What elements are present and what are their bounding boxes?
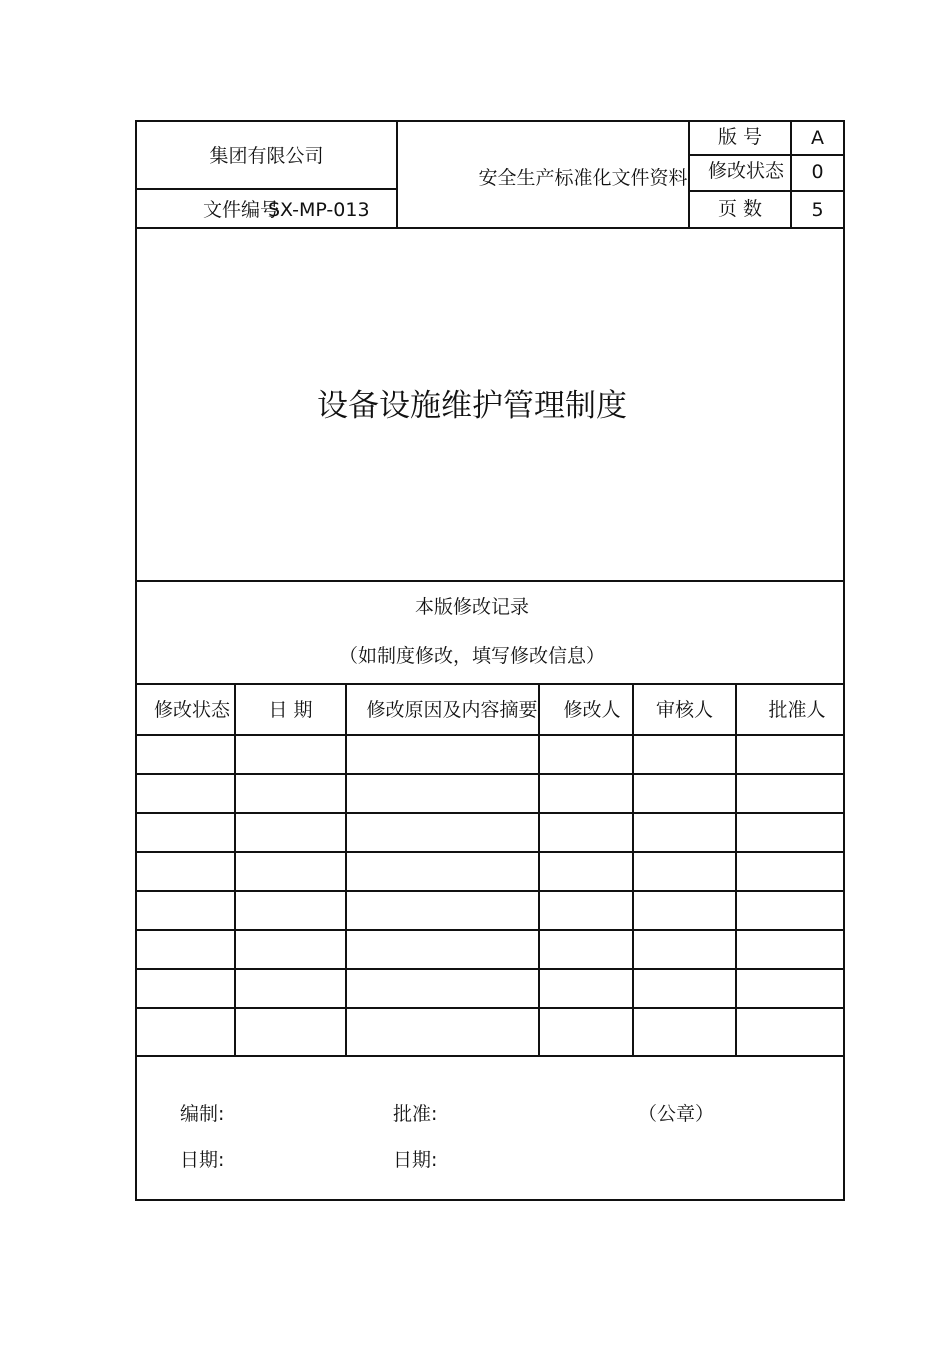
border-bottom: [135, 1199, 845, 1201]
column-header-modifier: 修改人: [563, 699, 621, 721]
company-name: 集团有限公司: [209, 145, 324, 167]
table-row-line: [135, 968, 845, 970]
date-left-label: 日期:: [180, 1149, 225, 1171]
page-count-value: 5: [811, 199, 824, 221]
revision-section-top: [135, 580, 845, 582]
table-col-line: [234, 683, 236, 1057]
revision-state-label: 修改状态: [707, 160, 784, 182]
header-row-line-right-2: [688, 190, 845, 192]
table-bottom: [135, 1055, 845, 1057]
table-row-line: [135, 812, 845, 814]
seal-label: （公章）: [638, 1103, 715, 1125]
table-header-top: [135, 683, 845, 685]
table-col-line: [538, 683, 540, 1057]
page-count-label: 页 数: [717, 198, 763, 220]
revision-state-value: 0: [811, 161, 824, 183]
border-right: [843, 120, 845, 1201]
header-row-line-left: [135, 188, 397, 190]
table-row-line: [135, 851, 845, 853]
doc-number-label: 文件编号: [203, 199, 280, 221]
doc-number: SX-MP-013: [268, 199, 370, 221]
table-row-line: [135, 929, 845, 931]
table-row-line: [135, 890, 845, 892]
header-row-line-right-1: [688, 154, 845, 156]
date-right-label: 日期:: [393, 1149, 438, 1171]
table-row-line: [135, 1007, 845, 1009]
table-col-line: [632, 683, 634, 1057]
doc-category: 安全生产标准化文件资料: [478, 167, 688, 189]
border-top: [135, 120, 845, 122]
approved-by-label: 批准:: [393, 1103, 438, 1125]
table-row-line: [135, 734, 845, 736]
compiled-by-label: 编制:: [180, 1103, 225, 1125]
column-header-date: 日 期: [268, 699, 313, 721]
document-title: 设备设施维护管理制度: [317, 388, 627, 424]
header-bottom-line: [135, 227, 845, 229]
column-header-approver: 批准人: [768, 699, 826, 721]
column-header-summary: 修改原因及内容摘要: [366, 699, 538, 721]
revision-subheading: （如制度修改，填写修改信息）: [338, 645, 605, 667]
table-col-line: [345, 683, 347, 1057]
table-row-line: [135, 773, 845, 775]
column-header-reviewer: 审核人: [655, 699, 713, 721]
column-header-revision-state: 修改状态: [153, 699, 230, 721]
table-col-line: [735, 683, 737, 1057]
revision-heading: 本版修改记录: [414, 596, 529, 618]
version-value: A: [811, 127, 824, 149]
version-label: 版 号: [717, 126, 763, 148]
